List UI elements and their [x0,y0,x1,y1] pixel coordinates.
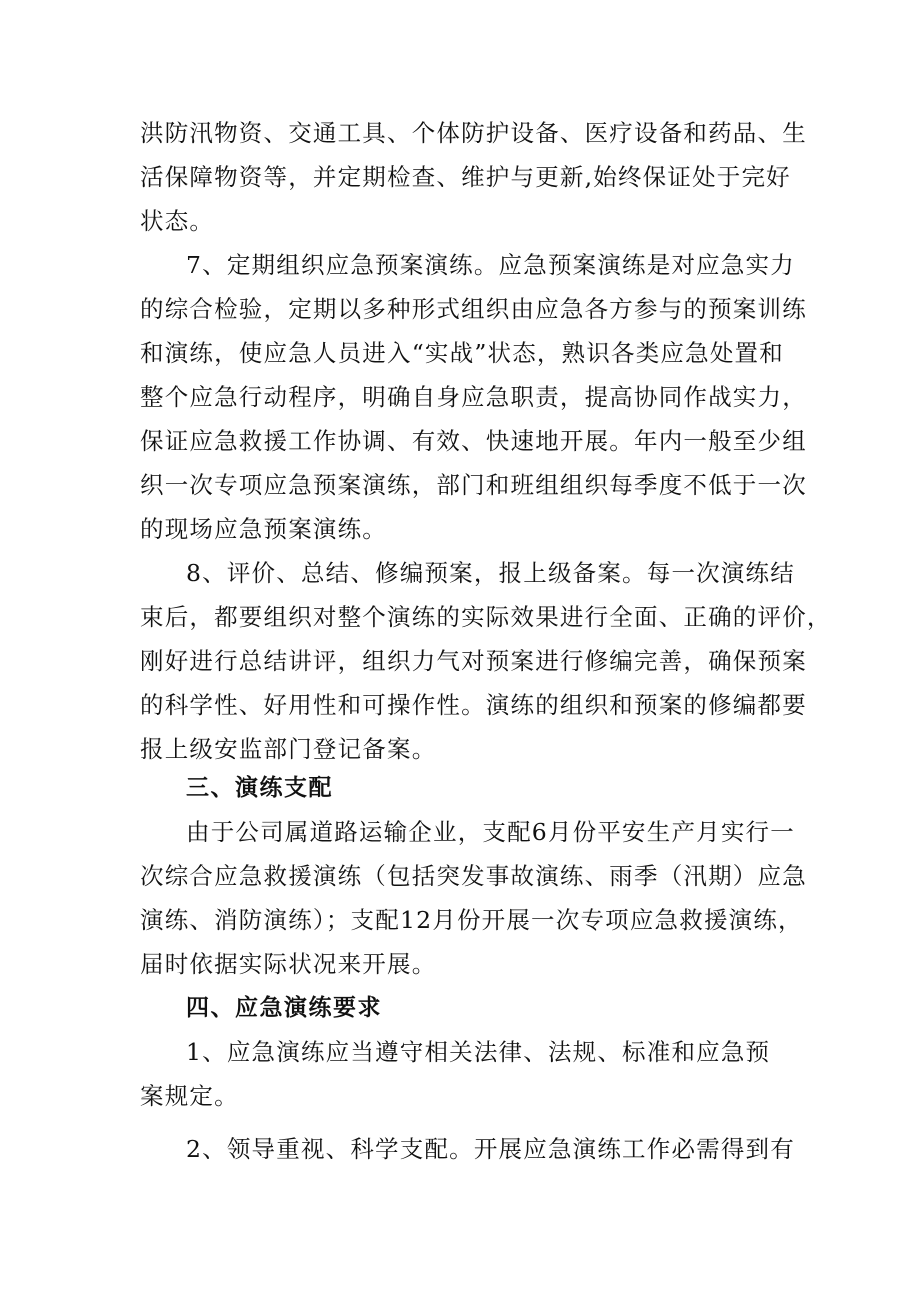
text-line: 状态。 [140,207,215,235]
text-line: 织一次专项应急预案演练，部门和班组组织每季度不低于一次 [140,471,807,499]
text-line: 和演练，使应急人员进入“实战”状态，熟识各类应急处置和 [140,339,784,367]
text-line: 保证应急救援工作协调、有效、快速地开展。年内一般至少组 [140,427,807,455]
section-heading-drill-plan: 三、演练支配 [186,775,333,801]
paragraph-plan-first-line: 由于公司属道路运输企业，支配6月份平安生产月实行一 [186,818,795,846]
text-line: 整个应急行动程序，明确自身应急职责，提高协同作战实力， [140,383,807,411]
text-line: 的综合检验，定期以多种形式组织由应急各方参与的预案训练 [140,295,807,323]
text-line: 届时依据实际状况来开展。 [140,950,437,978]
text-line: 的科学性、好用性和可操作性。演练的组织和预案的修编都要 [140,691,807,719]
section-heading-requirements: 四、应急演练要求 [186,995,382,1021]
paragraph-8-first-line: 8、评价、总结、修编预案，报上级备案。每一次演练结 [186,559,795,587]
requirement-1-first-line: 1、应急演练应当遵守相关法律、法规、标准和应急预 [186,1038,771,1066]
paragraph-7-first-line: 7、定期组织应急预案演练。应急预案演练是对应急实力 [186,251,795,279]
text-line: 束后，都要组织对整个演练的实际效果进行全面、正确的评价， [140,603,832,631]
text-line: 案规定。 [140,1082,239,1110]
text-line: 刚好进行总结讲评，组织力气对预案进行修编完善，确保预案 [140,647,807,675]
text-line: 次综合应急救援演练（包括突发事故演练、雨季（汛期）应急 [140,862,807,890]
requirement-2-first-line: 2、领导重视、科学支配。开展应急演练工作必需得到有 [186,1135,795,1163]
text-line: 演练、消防演练）；支配12月份开展一次专项应急救援演练， [140,906,803,934]
text-line: 报上级安监部门登记备案。 [140,735,437,763]
text-line: 活保障物资等，并定期检查、维护与更新,始终保证处于完好 [140,163,791,191]
text-line: 洪防汛物资、交通工具、个体防护设备、医疗设备和药品、生 [140,119,807,147]
text-line: 的现场应急预案演练。 [140,515,387,543]
